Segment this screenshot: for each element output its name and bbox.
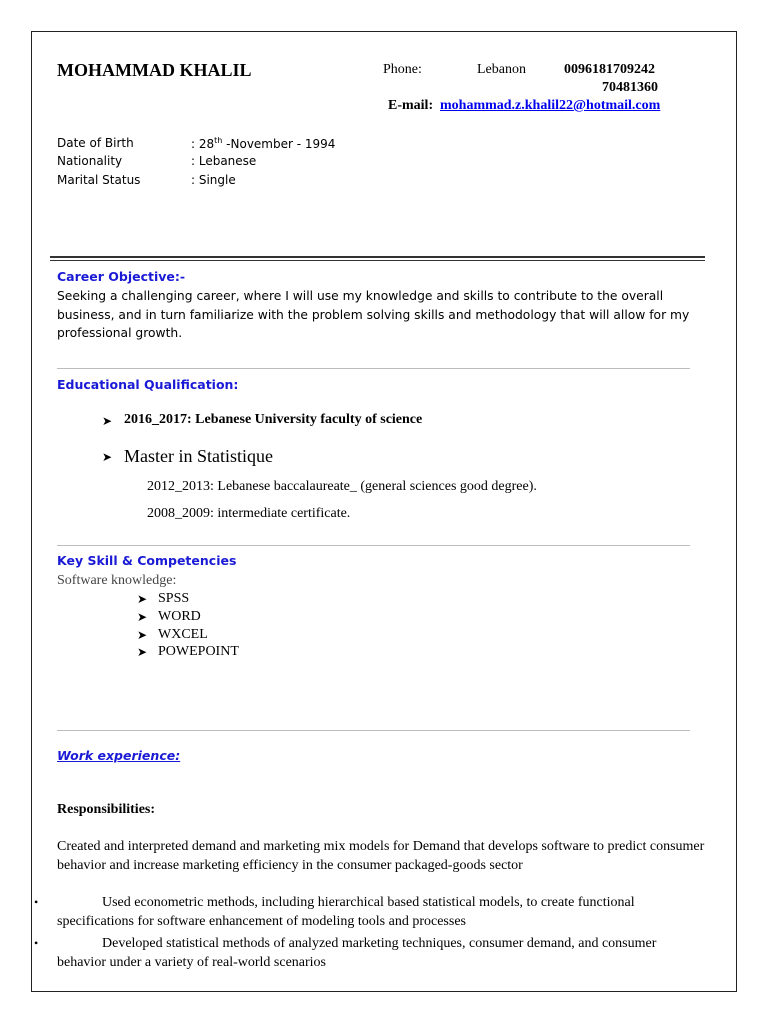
bullet-icon: •	[34, 895, 39, 909]
work-bullet-text: Used econometric methods, including hierarchical based statistical models, to create functional specifications for software enhancement of modeling tools and processes	[57, 895, 635, 929]
marital-status-label: Marital Status	[57, 173, 141, 187]
career-objective-heading: Career Objective:-	[57, 269, 186, 284]
arrow-bullet-icon: ➤	[137, 645, 148, 659]
nationality-value: : Lebanese	[191, 154, 257, 168]
marital-status-value: : Single	[191, 173, 236, 187]
nationality-label: Nationality	[57, 154, 123, 168]
education-detail: 2008_2009: intermediate certificate.	[147, 506, 351, 521]
email-link[interactable]: mohammad.z.khalil22@hotmail.com	[440, 98, 661, 113]
phone-country: Lebanon	[477, 62, 526, 77]
arrow-bullet-icon: ➤	[137, 628, 148, 642]
dob-label: Date of Birth	[57, 136, 134, 150]
section-divider	[57, 368, 690, 369]
arrow-bullet-icon: ➤	[102, 450, 113, 464]
work-intro-text: Created and interpreted demand and marketing mix models for Demand that develops software to predict consumer behavior and increase marketing efficiency in the consumer packaged-goods sector	[57, 839, 705, 873]
software-knowledge-label: Software knowledge:	[57, 573, 177, 588]
career-objective-text: Seeking a challenging career, where I will use my knowledge and skills to contribute to the overall business, and in turn familiarize with the problem solving skills and methodology that will allow for my professional growth.	[57, 289, 690, 340]
section-divider	[57, 730, 690, 731]
work-bullet-text: Developed statistical methods of analyzed marketing techniques, consumer demand, and consumer behavior under a variety of real-world scenarios	[57, 936, 657, 970]
skill-item: WXCEL	[158, 627, 208, 642]
candidate-name: MOHAMMAD KHALIL	[57, 60, 252, 80]
email-label: E-mail:	[388, 98, 434, 113]
responsibilities-heading: Responsibilities:	[57, 802, 156, 817]
skill-item: POWEPOINT	[158, 644, 239, 659]
work-experience-heading: Work experience:	[57, 748, 181, 763]
education-detail: 2012_2013: Lebanese baccalaureate_ (general sciences good degree).	[147, 479, 537, 494]
education-heading: Educational Qualification:	[57, 377, 239, 392]
header-divider-secondary	[50, 260, 705, 261]
skills-heading: Key Skill & Competencies	[57, 553, 237, 568]
skill-item: SPSS	[158, 591, 190, 606]
phone-number-primary: 0096181709242	[564, 62, 655, 77]
section-divider	[57, 545, 690, 546]
header-divider	[50, 256, 705, 258]
bullet-icon: •	[34, 936, 39, 950]
arrow-bullet-icon: ➤	[102, 414, 113, 428]
arrow-bullet-icon: ➤	[137, 610, 148, 624]
phone-label: Phone:	[383, 62, 422, 77]
education-degree: Master in Statistique	[124, 446, 273, 466]
arrow-bullet-icon: ➤	[137, 592, 148, 606]
skill-item: WORD	[158, 609, 201, 624]
phone-number-secondary: 70481360	[602, 80, 658, 95]
dob-value: : 28th -November - 1994	[191, 136, 336, 151]
education-item: 2016_2017: Lebanese University faculty of science	[124, 412, 423, 427]
